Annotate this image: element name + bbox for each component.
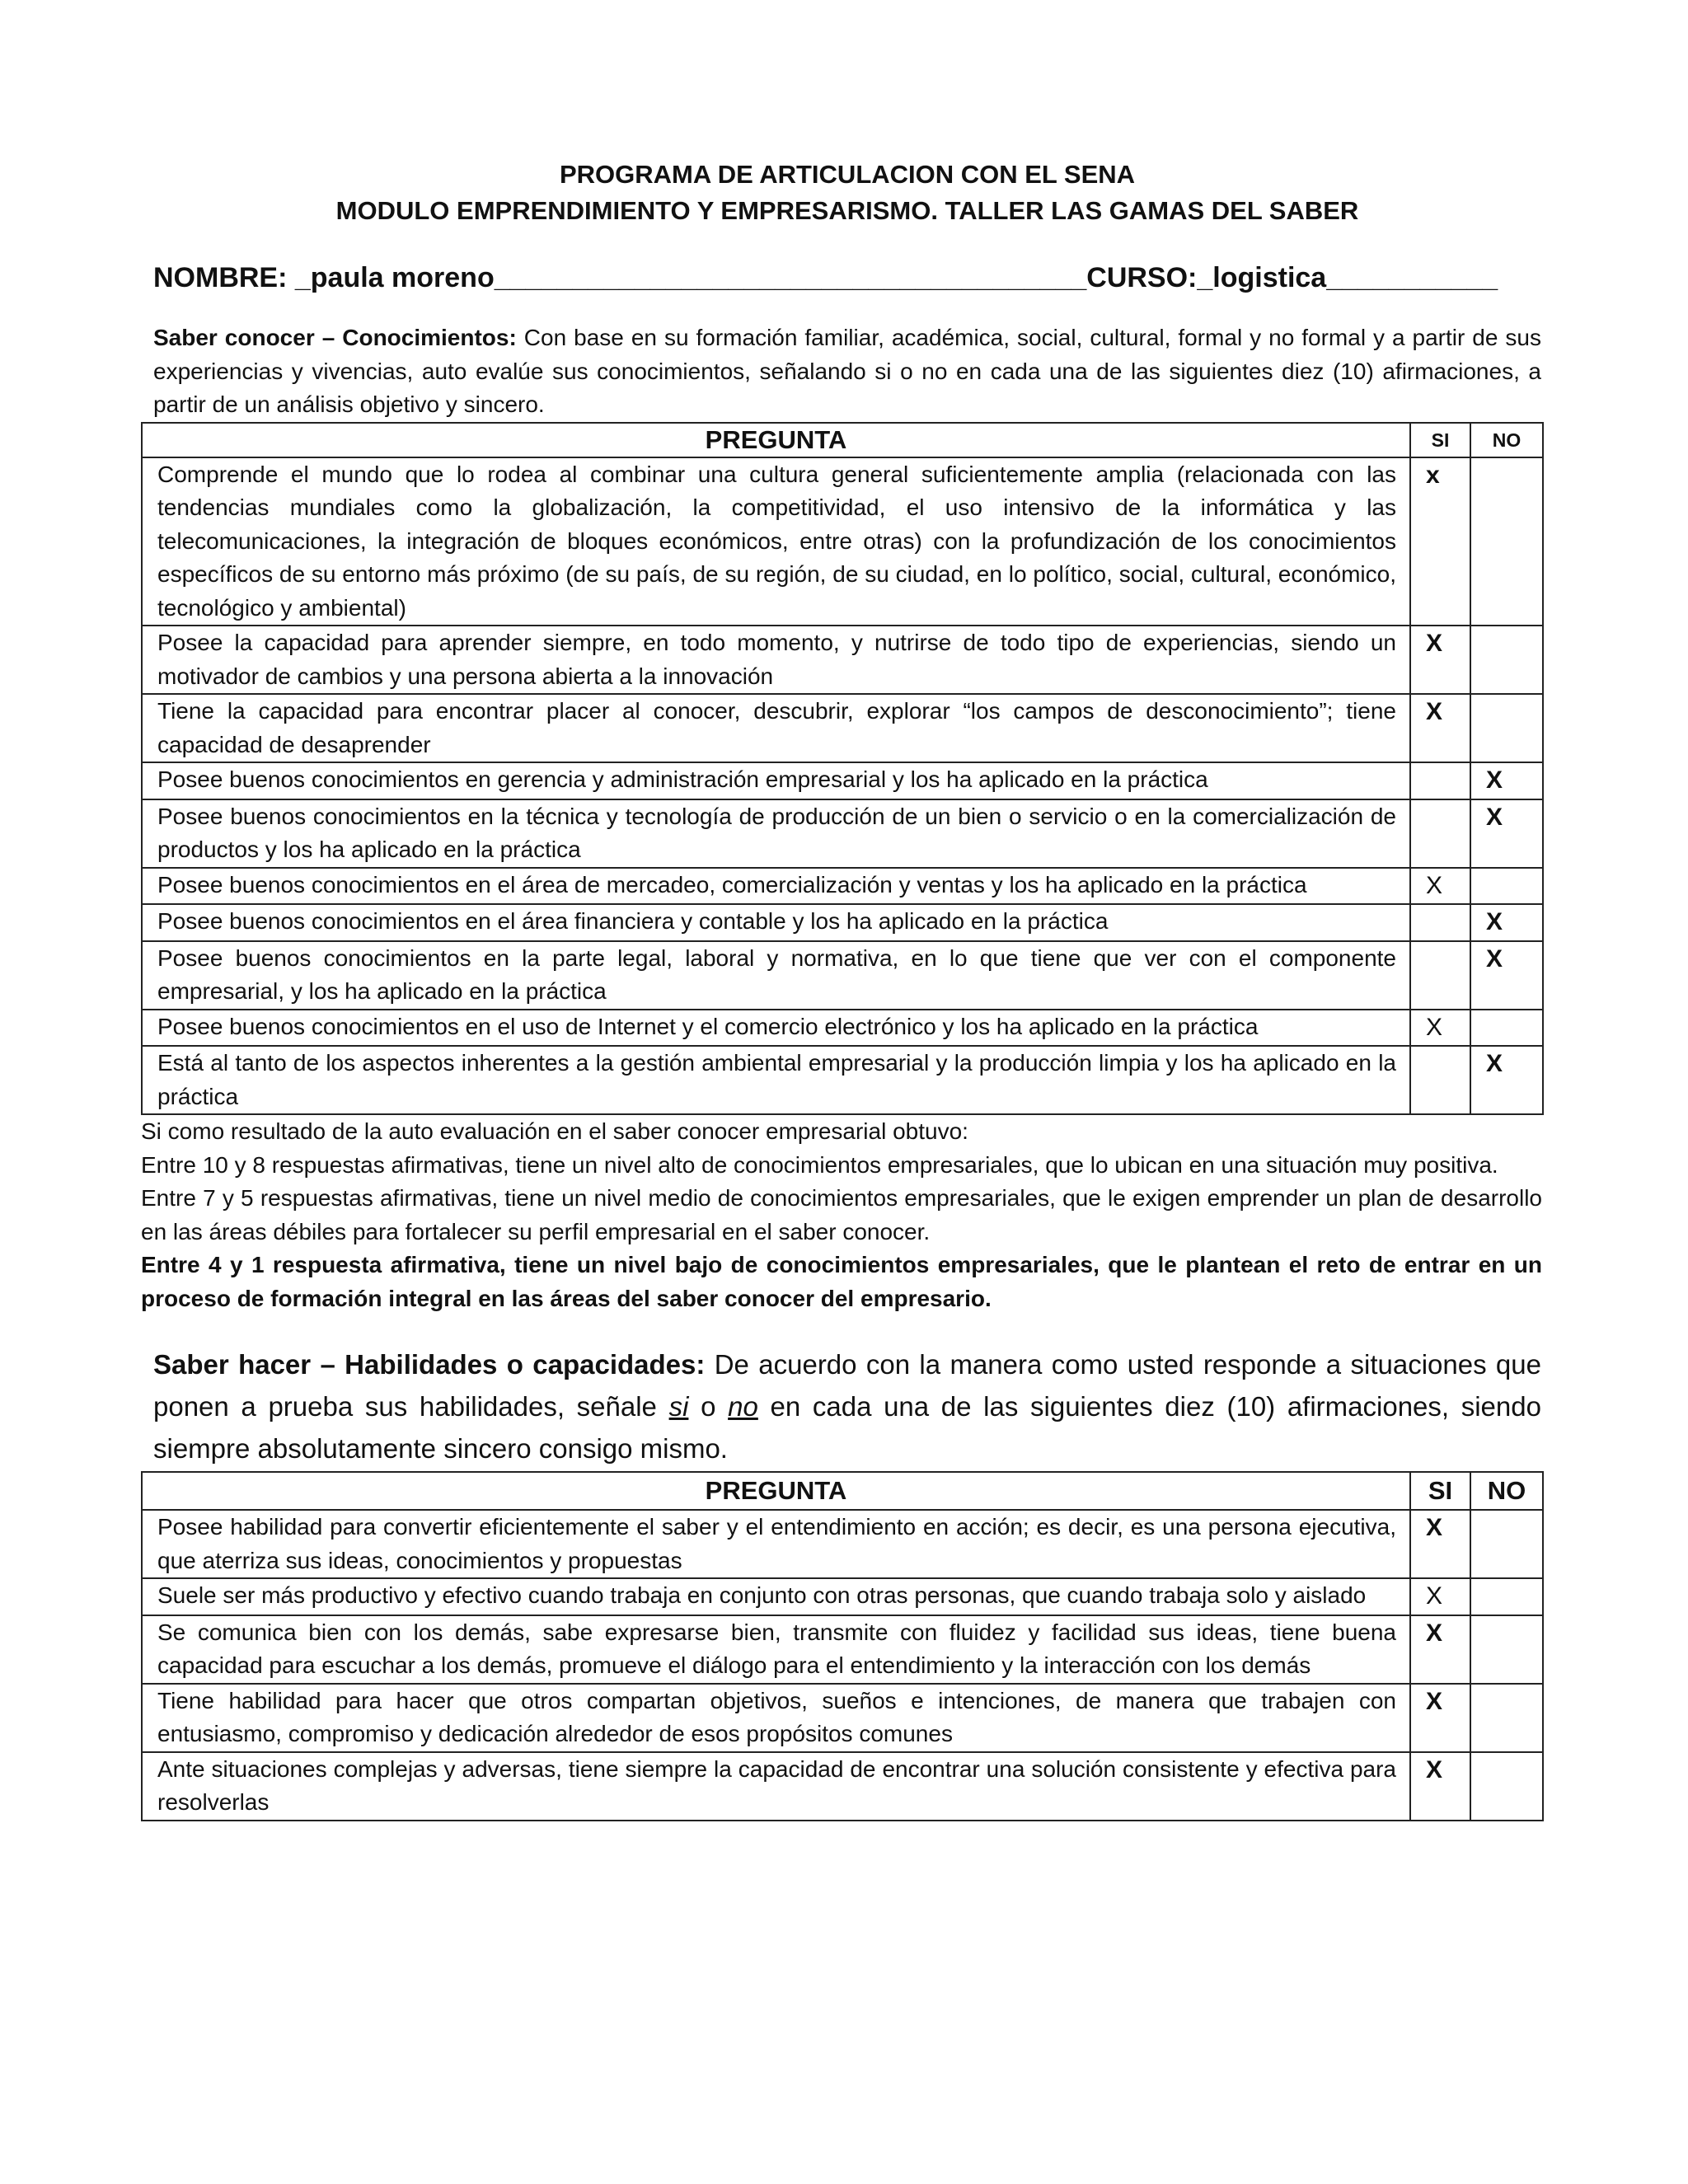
table-row: [142, 941, 1543, 1010]
table-row: [142, 1578, 1543, 1615]
table-row: [142, 1752, 1543, 1821]
no-checkbox[interactable]: [1470, 1615, 1543, 1684]
no-checkbox[interactable]: X: [1470, 1046, 1543, 1114]
title-line-1: PROGRAMA DE ARTICULACION CON EL SENA: [559, 160, 1136, 189]
question-text: Ante situaciones complejas y adversas, tiene siempre la capacidad de encontrar una solución consistente y efectiva para resolverlas: [142, 1752, 1410, 1821]
question-text: Tiene la capacidad para encontrar placer al conocer, descubrir, explorar “los campos de desconocimiento”; tiene capacidad de desaprender: [142, 694, 1410, 762]
no-checkbox[interactable]: X: [1470, 799, 1543, 868]
table-row: [142, 1510, 1543, 1578]
si-checkbox[interactable]: X: [1410, 694, 1470, 762]
col-si: SI: [1410, 1472, 1470, 1510]
table-row: [142, 799, 1543, 868]
question-text: Posee habilidad para convertir eficientemente el saber y el entendimiento en acción; es decir, es una persona ejecutiva, que aterriza sus ideas, conocimientos y propuestas: [142, 1510, 1410, 1578]
table-row: [142, 762, 1543, 799]
question-text: Posee buenos conocimientos en el uso de Internet y el comercio electrónico y los ha aplicado en la práctica: [142, 1010, 1410, 1047]
section2-intro-b: o: [688, 1391, 729, 1422]
section1-results: [141, 1115, 1542, 1315]
si-checkbox[interactable]: [1410, 799, 1470, 868]
result-intro: Si como resultado de la auto evaluación en el saber conocer empresarial obtuvo:: [141, 1118, 968, 1144]
col-si: SI: [1410, 423, 1470, 457]
title-line-2: MODULO EMPRENDIMIENTO Y EMPRESARISMO. TALLER LAS GAMAS DEL SABER: [335, 196, 1359, 225]
si-checkbox[interactable]: X: [1410, 1684, 1470, 1752]
document-title: [153, 157, 1541, 229]
col-pregunta: PREGUNTA: [142, 1472, 1410, 1510]
question-text: Posee buenos conocimientos en el área financiera y contable y los ha aplicado en la práctica: [142, 904, 1410, 941]
si-checkbox[interactable]: X: [1410, 1615, 1470, 1684]
no-checkbox[interactable]: [1470, 626, 1543, 694]
result-low: [141, 1249, 1542, 1315]
si-checkbox[interactable]: x: [1410, 457, 1470, 626]
question-text: Suele ser más productivo y efectivo cuando trabaja en conjunto con otras personas, que cuando trabaja solo y aislado: [142, 1578, 1410, 1615]
no-checkbox[interactable]: X: [1470, 904, 1543, 941]
si-checkbox[interactable]: X: [1410, 1578, 1470, 1615]
si-checkbox[interactable]: X: [1410, 868, 1470, 905]
si-checkbox[interactable]: X: [1410, 1010, 1470, 1047]
result-mid: Entre 7 y 5 respuestas afirmativas, tiene un nivel medio de conocimientos empresariales, que le exigen emprender un plan de desarrollo en las áreas débiles para fortalecer su perfil empresarial en el saber conocer.: [141, 1185, 1542, 1244]
section2-intro: [153, 1343, 1541, 1469]
section1-intro: [153, 321, 1541, 422]
question-text: Está al tanto de los aspectos inherentes a la gestión ambiental empresarial y la producción limpia y los ha aplicado en la práctica: [142, 1046, 1410, 1114]
student-info: [153, 259, 1541, 297]
table-row: [142, 1010, 1543, 1047]
no-checkbox[interactable]: [1470, 1510, 1543, 1578]
table-header-row: [142, 423, 1543, 457]
question-text: Posee buenos conocimientos en la técnica y tecnología de producción de un bien o servicio o en la comercialización de productos y los ha aplicado en la práctica: [142, 799, 1410, 868]
table-row: [142, 868, 1543, 905]
no-checkbox[interactable]: X: [1470, 762, 1543, 799]
si-checkbox[interactable]: X: [1410, 626, 1470, 694]
section1-heading: Saber conocer – Conocimientos:: [153, 325, 517, 350]
col-pregunta: PREGUNTA: [142, 423, 1410, 457]
section2-intro-c: en cada una de las siguientes diez (10) afirmaciones, siendo siempre absolutamente sincero consigo mismo.: [153, 1391, 1541, 1464]
section1-intro-text: Con base en su formación familiar, académica, social, cultural, formal y no formal y a partir de sus experiencias y vivencias, auto evalúe sus conocimientos, señalando si o no en cada una de las siguientes diez (10) afirmaciones, a partir de un análisis objetivo y sincero.: [153, 325, 1541, 417]
si-checkbox[interactable]: [1410, 1046, 1470, 1114]
result-high: Entre 10 y 8 respuestas afirmativas, tiene un nivel alto de conocimientos empresariales, que lo ubican en una situación muy positiva.: [141, 1151, 1498, 1178]
question-text: Posee buenos conocimientos en la parte legal, laboral y normativa, en lo que tiene que ver con el componente empresarial, y los ha aplicado en la práctica: [142, 941, 1410, 1010]
nombre-field[interactable]: NOMBRE: _paula moreno______________________________________: [153, 262, 1087, 293]
si-checkbox[interactable]: X: [1410, 1510, 1470, 1578]
saber-conocer-table: [141, 422, 1544, 1116]
table-row: [142, 1684, 1543, 1752]
si-checkbox[interactable]: X: [1410, 1752, 1470, 1821]
question-text: Posee buenos conocimientos en gerencia y administración empresarial y los ha aplicado en la práctica: [142, 762, 1410, 799]
no-checkbox[interactable]: [1470, 868, 1543, 905]
table-row: [142, 694, 1543, 762]
section2-heading: Saber hacer – Habilidades o capacidades:: [153, 1349, 706, 1380]
curso-field[interactable]: CURSO:_logistica___________: [1086, 262, 1498, 293]
question-text: Posee la capacidad para aprender siempre, en todo momento, y nutrirse de todo tipo de experiencias, siendo un motivador de cambios y una persona abierta a la innovación: [142, 626, 1410, 694]
section2-intro-a: De acuerdo con la manera como usted responde a situaciones que ponen a prueba sus habilidades, señale: [153, 1349, 1541, 1422]
saber-hacer-table: [141, 1471, 1544, 1821]
section2-intro-si: si: [668, 1391, 689, 1422]
no-checkbox[interactable]: [1470, 1010, 1543, 1047]
result-low-text: Entre 4 y 1 respuesta afirmativa, tiene un nivel bajo de conocimientos empresariales, que le plantean el reto de entrar en un proceso de formación integral en las áreas del saber conocer del empresario.: [141, 1252, 1542, 1311]
table-row: [142, 457, 1543, 626]
table-row: [142, 904, 1543, 941]
no-checkbox[interactable]: [1470, 457, 1543, 626]
question-text: Comprende el mundo que lo rodea al combinar una cultura general suficientemente amplia (relacionada con las tendencias mundiales como la globalización, la competitividad, el uso intensivo de la informática y las telecomunicaciones, la integración de bloques económicos, entre otras) con la profundización de los conocimientos específicos de su entorno más próximo (de su país, de su región, de su ciudad, en lo político, social, cultural, económico, tecnológico y ambiental): [142, 457, 1410, 626]
si-checkbox[interactable]: [1410, 941, 1470, 1010]
si-checkbox[interactable]: [1410, 762, 1470, 799]
no-checkbox[interactable]: X: [1470, 941, 1543, 1010]
table-row: [142, 1615, 1543, 1684]
no-checkbox[interactable]: [1470, 694, 1543, 762]
table-row: [142, 1046, 1543, 1114]
table-header-row: [142, 1472, 1543, 1510]
section2-intro-no: no: [728, 1391, 758, 1422]
si-checkbox[interactable]: [1410, 904, 1470, 941]
question-text: Posee buenos conocimientos en el área de mercadeo, comercialización y ventas y los ha aplicado en la práctica: [142, 868, 1410, 905]
question-text: Tiene habilidad para hacer que otros compartan objetivos, sueños e intenciones, de manera que trabajen con entusiasmo, compromiso y dedicación alrededor de esos propósitos comunes: [142, 1684, 1410, 1752]
table-row: [142, 626, 1543, 694]
col-no: NO: [1470, 423, 1543, 457]
question-text: Se comunica bien con los demás, sabe expresarse bien, transmite con fluidez y facilidad sus ideas, tiene buena capacidad para escuchar a los demás, promueve el diálogo para el entendimiento y la interacción con los demás: [142, 1615, 1410, 1684]
no-checkbox[interactable]: [1470, 1684, 1543, 1752]
no-checkbox[interactable]: [1470, 1578, 1543, 1615]
no-checkbox[interactable]: [1470, 1752, 1543, 1821]
col-no: NO: [1470, 1472, 1543, 1510]
